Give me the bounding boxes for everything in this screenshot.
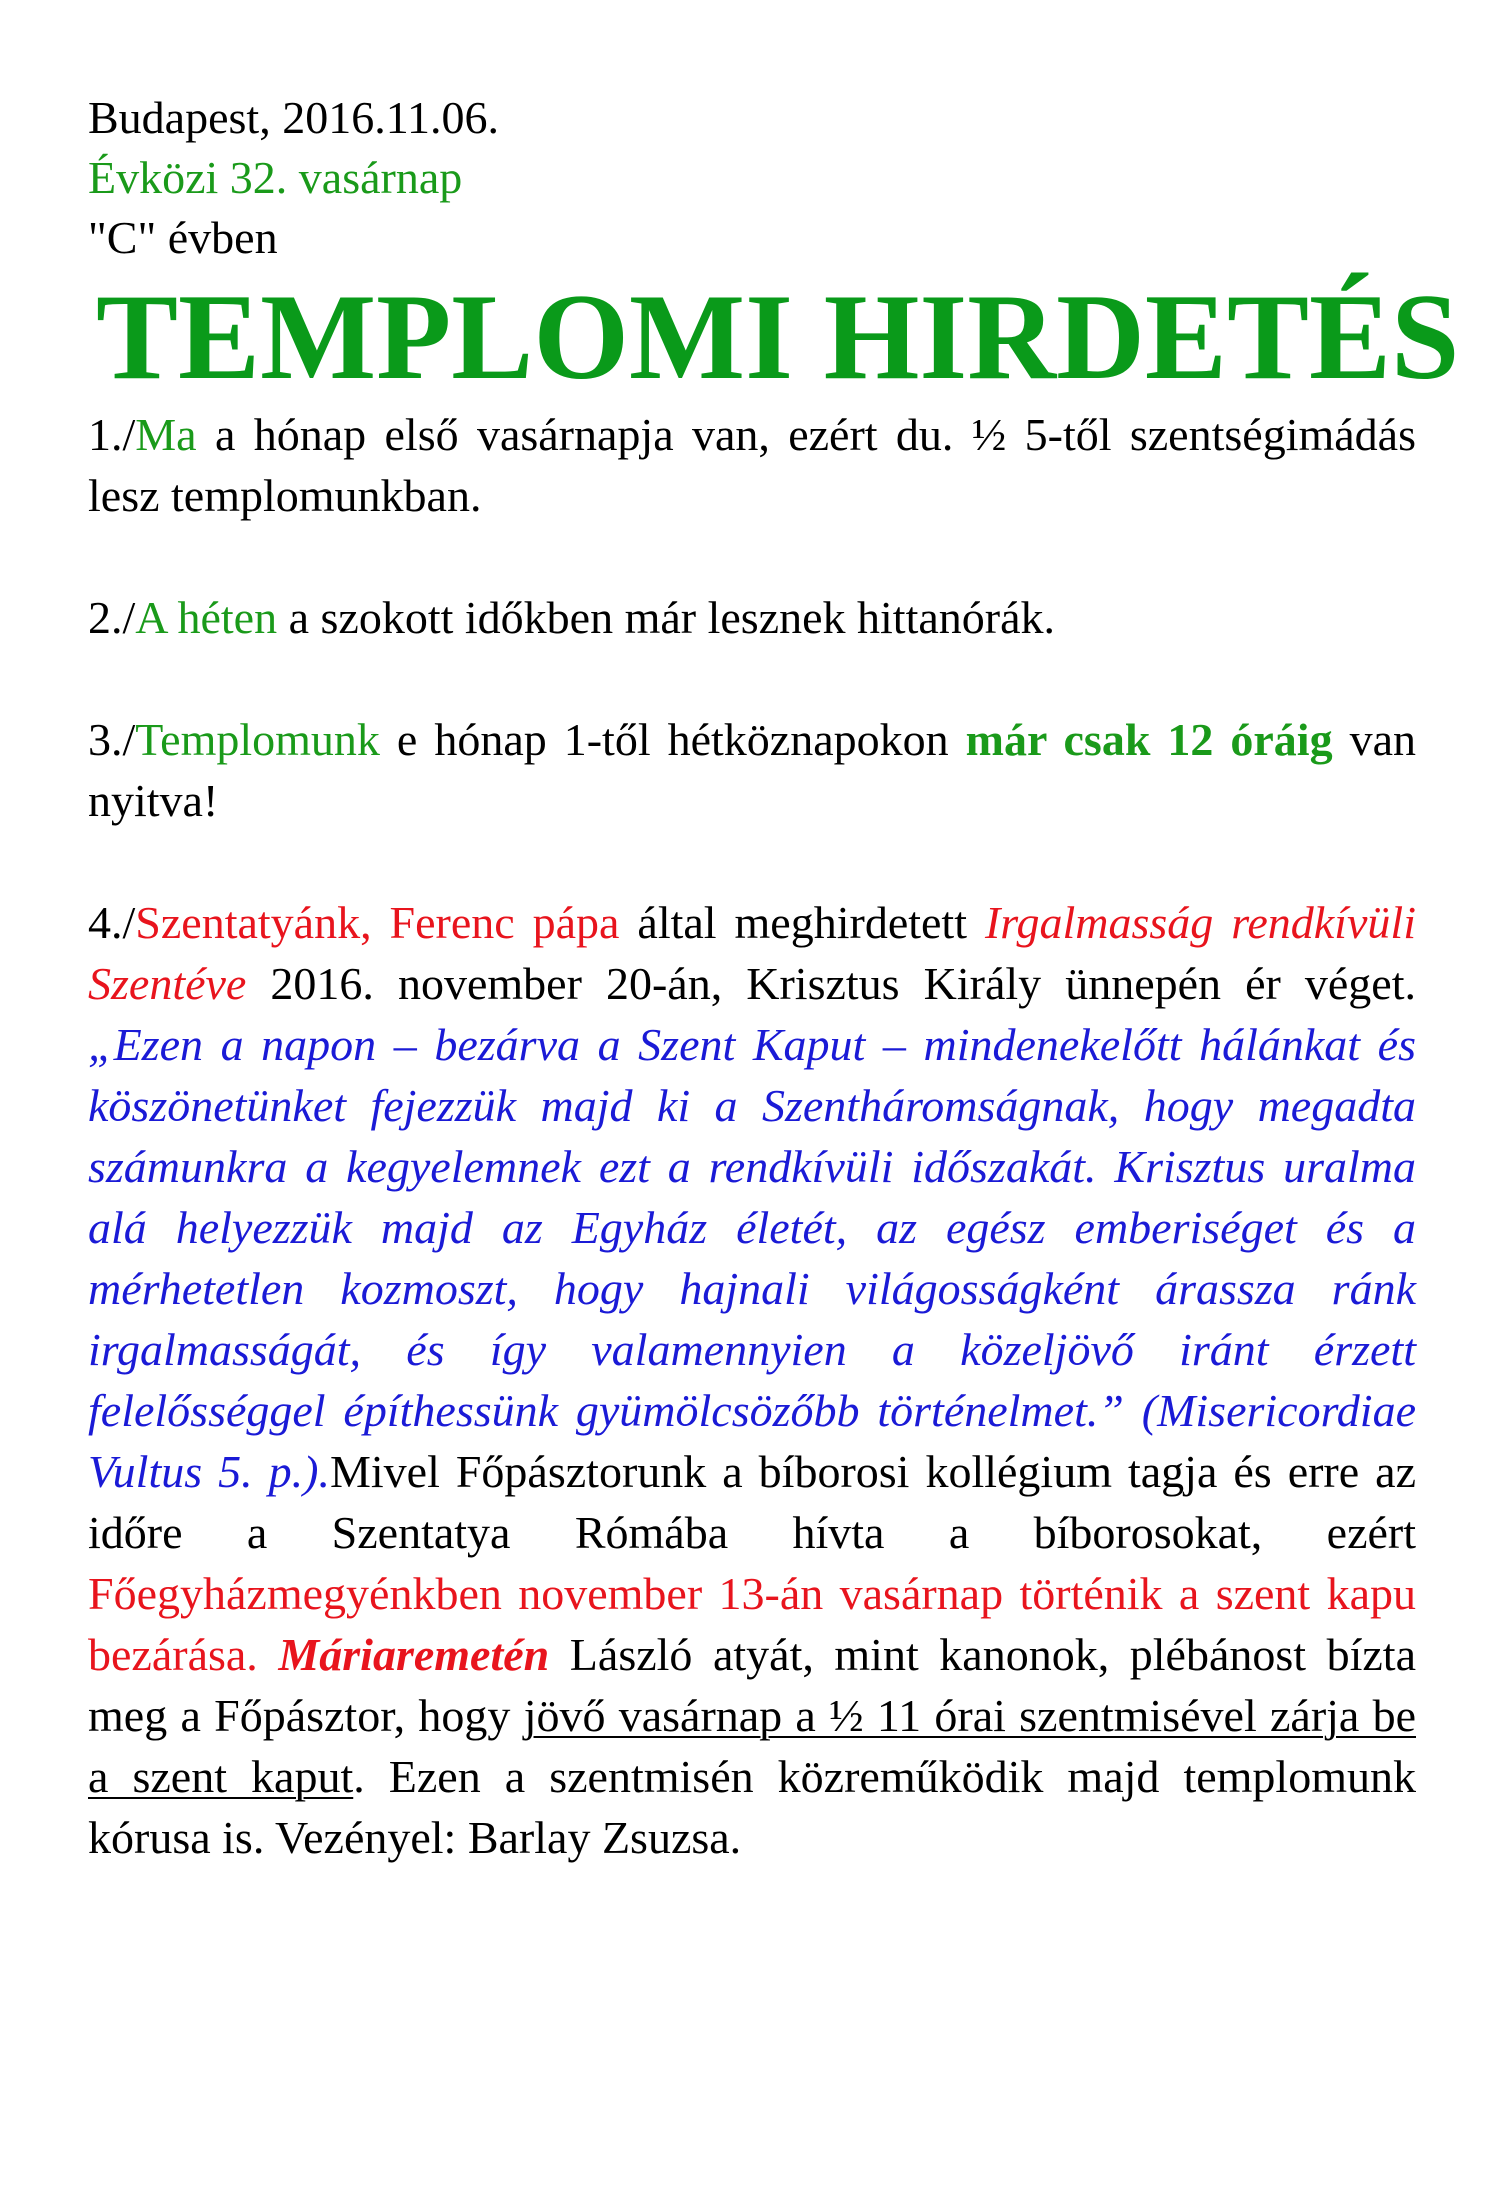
announcement-lead: A héten <box>135 592 278 643</box>
underlined-mass-time: jövő vasárnap a ½ 11 órai szentmisével zárja be <box>523 1690 1416 1741</box>
announcement-text: a hónap első vasárnapja van, ezért du. ½ 5-től szentségimádás lesz templomunkban. <box>88 409 1416 521</box>
opening-hours-highlight: már csak 12 óráig <box>965 714 1333 765</box>
announcement-text: által meghirdetett <box>619 897 985 948</box>
announcement-text: van nyitva! <box>88 714 1416 826</box>
announcement-number: 4./ <box>88 897 136 948</box>
announcement-3 <box>88 709 1416 831</box>
location-name: Máriaremetén <box>278 1629 550 1680</box>
announcement-lead: Ma <box>135 409 197 460</box>
announcement-text: . Ezen a szentmisén közreműködik majd templomunk kórusa is. Vezényel: Barlay Zsuzsa. <box>88 1751 1416 1863</box>
announcement-text: 2016. november 20-án, Krisztus Király ünnepén ér véget. <box>246 958 1416 1009</box>
announcement-number: 1./ <box>88 409 136 460</box>
underlined-holy-door: a szent kaput <box>88 1751 354 1802</box>
closing-notice: Főegyházmegyénkben november 13-án vasárnap történik a szent kapu bezárása. <box>88 1568 1416 1680</box>
announcement-number: 3./ <box>88 714 136 765</box>
announcement-text: e hónap 1-től hétköznapokon <box>379 714 966 765</box>
liturgical-day: Évközi 32. vasárnap <box>88 152 463 203</box>
announcement-2 <box>88 587 1416 648</box>
place-date: Budapest, 2016.11.06. <box>88 92 499 143</box>
announcement-text: a szokott időkben már lesznek hittanórák. <box>277 592 1056 643</box>
announcement-sheet <box>88 88 1460 1868</box>
papal-quote: „Ezen a napon – bezárva a Szent Kaput – mindenekelőtt hálánkat és köszönetünket fejezzük majd ki a Szentháromságnak, hogy megadta számunkra a kegyelemnek ezt a rendkívüli időszakát. Krisztus uralma alá helyezzük majd az Egyház életét, az egész emberiséget és a mérhetetlen kozmoszt, hogy hajnali világosságként árassza ránk irgalmasságát, és így valamennyien a közeljövő iránt érzett felelősséggel építhessünk gyümölcsözőbb történelmet.” (Misericordiae Vultus 5. p.). <box>88 1019 1416 1497</box>
announcement-number: 2./ <box>88 592 136 643</box>
announcement-4 <box>88 892 1416 1868</box>
announcement-1 <box>88 404 1416 526</box>
page-title: TEMPLOMI HIRDETÉS <box>96 268 1460 405</box>
liturgical-year: "C" évben <box>88 212 278 263</box>
announcement-text: László atyát, mint kanonok, plébánost bízta meg a Főpásztor, hogy <box>88 1629 1416 1741</box>
holy-year-name: Irgalmasság rendkívüli Szentéve <box>88 897 1416 1009</box>
announcement-text: Mivel Főpásztorunk a bíborosi kollégium tagja és erre az időre a Szentatya Rómába hívta a bíborosokat, ezért <box>88 1446 1416 1558</box>
announcement-lead: Templomunk <box>135 714 380 765</box>
announcement-lead: Szentatyánk, Ferenc pápa <box>135 897 620 948</box>
